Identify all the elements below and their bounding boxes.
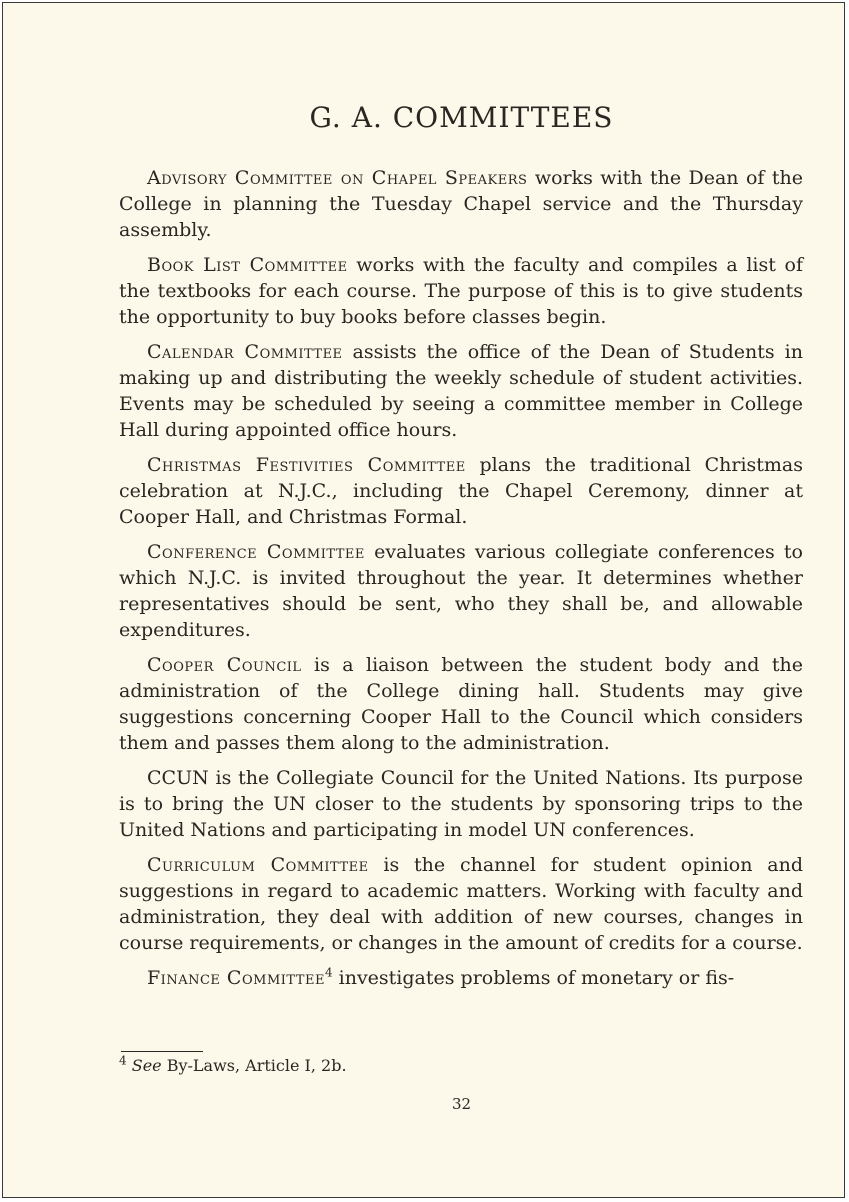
committee-description: works with the faculty and compiles a list of the textbooks for each course. The purpose of this is to give students the opportunity to buy books before classes begin. <box>119 254 804 328</box>
committee-description: assists the office of the Dean of Students in making up and distributing the weekly schedule of student activities. Events may be scheduled by seeing a committee member in College Hall during appointed office hours. <box>119 341 803 441</box>
committee-description: works with the Dean of the College in planning the Tuesday Chapel service and the Thursday assembly. <box>119 167 803 241</box>
page-number: 32 <box>451 1095 472 1113</box>
footnote-text: By-Laws, Article I, 2b. <box>161 1056 347 1075</box>
footnote-see: See <box>131 1056 162 1075</box>
entry-christmas-festivities-committee <box>119 452 803 530</box>
footnote-divider <box>121 1051 203 1052</box>
committee-name: Book List Committee <box>147 254 348 276</box>
committee-name: Finance Committee <box>147 967 325 989</box>
committee-name: Cooper Council <box>147 654 302 676</box>
page-title: G. A. COMMITTEES <box>309 101 614 134</box>
committee-name: Christmas Festivities Committee <box>147 454 466 476</box>
footnote-reference: 4 <box>324 965 333 980</box>
committee-description: is the channel for student opinion and suggestions in regard to academic matters. Working with faculty and administration, they deal with addition of new courses, changes in course requirements, or changes in the amount of credits for a course. <box>119 854 803 954</box>
committee-description: is the Collegiate Council for the United Nations. Its purpose is to bring the UN closer to the students by sponsoring trips to the United Nations and participating in model UN conferences. <box>119 767 803 841</box>
committee-description: investigates problems of monetary or fis- <box>332 967 735 989</box>
committee-name: CCUN <box>147 767 209 789</box>
committee-list <box>119 165 803 1000</box>
entry-advisory-committee <box>119 165 803 243</box>
entry-book-list-committee <box>119 252 803 330</box>
document-page <box>2 2 845 1198</box>
entry-ccun <box>119 765 803 843</box>
committee-description: evaluates various collegiate conferences to which N.J.C. is invited throughout the year. It determines whether representatives should be sent, who they shall be, and allowable expenditures. <box>119 541 803 641</box>
committee-name: Advisory Committee on Chapel Speakers <box>147 167 528 189</box>
committee-name: Curriculum Committee <box>147 854 369 876</box>
committee-name: Conference Committee <box>147 541 365 563</box>
committee-description: plans the traditional Christmas celebration at N.J.C., including the Chapel Ceremony, dinner at Cooper Hall, and Christmas Formal. <box>119 454 803 528</box>
entry-conference-committee <box>119 539 803 643</box>
footnote <box>119 1055 347 1077</box>
entry-calendar-committee <box>119 339 803 443</box>
entry-finance-committee <box>119 965 803 991</box>
footnote-marker: 4 <box>119 1053 127 1068</box>
committee-description: is a liaison between the student body and the administration of the College dining hall. Students may give suggestions concerning Cooper Hall to the Council which considers them and passes them along to the administration. <box>119 654 803 754</box>
entry-cooper-council <box>119 652 803 756</box>
entry-curriculum-committee <box>119 852 803 956</box>
committee-name: Calendar Committee <box>147 341 343 363</box>
